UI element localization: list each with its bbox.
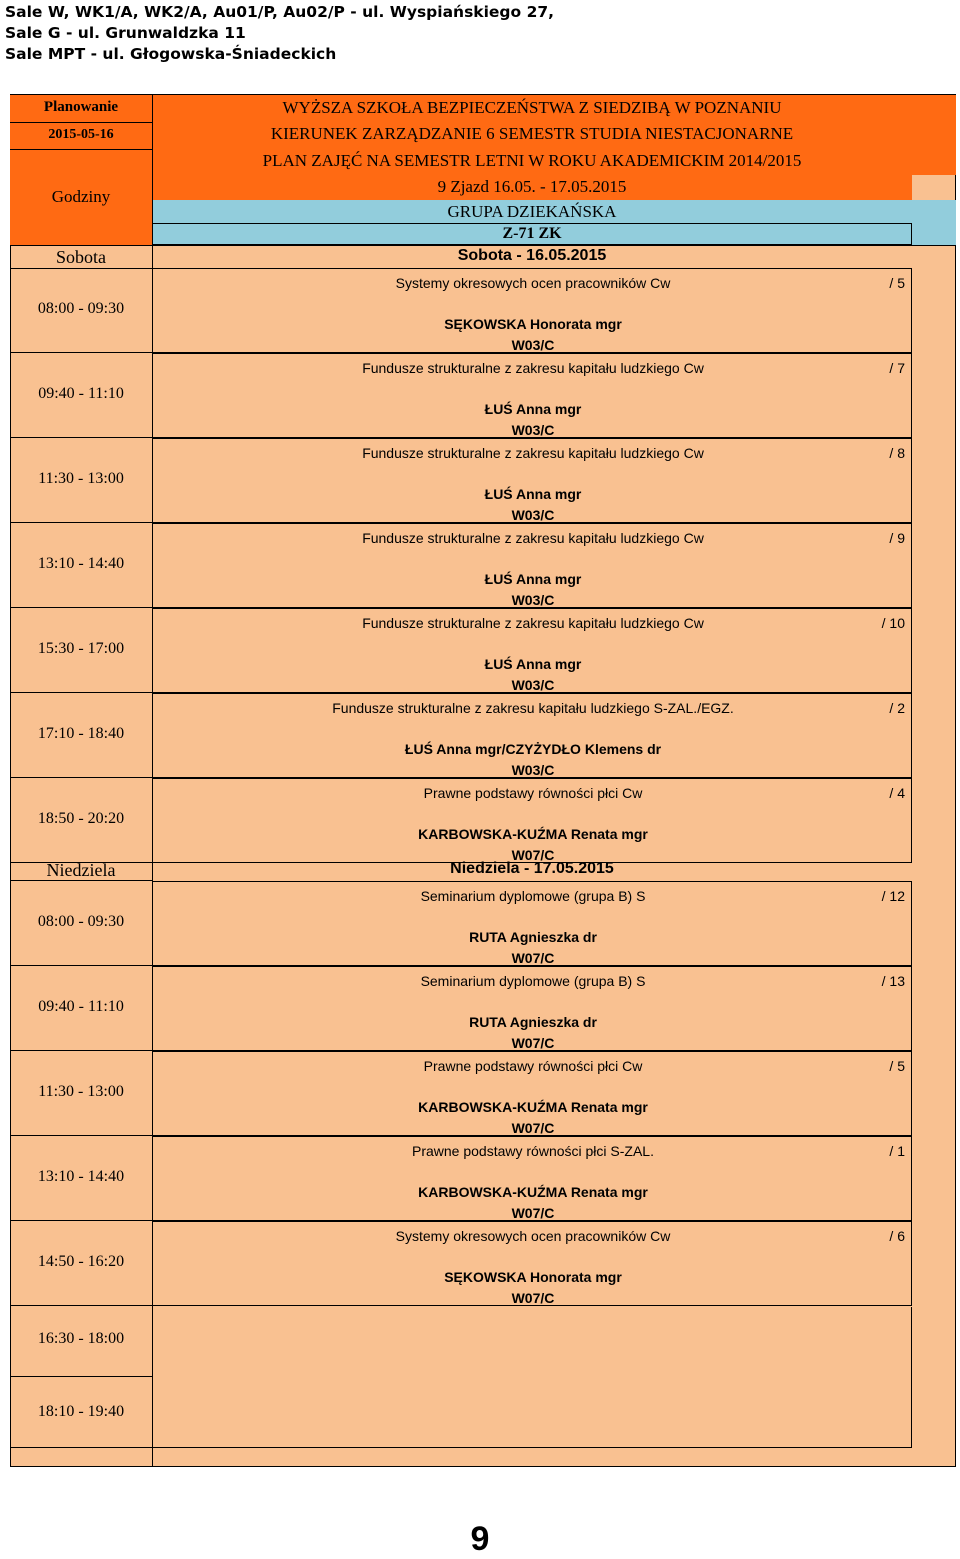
time-slot: 09:40 - 11:10 <box>38 998 124 1015</box>
subject: Fundusze strukturalne z zakresu kapitału ludzkiego Cw <box>362 530 704 546</box>
saturday-title: Sobota - 16.05.2015 <box>457 247 607 264</box>
class-slot <box>152 608 912 693</box>
plan-title: PLAN ZAJĘĆ NA SEMESTR LETNI W ROKU AKADEMICKIM 2014/2015 <box>262 151 802 170</box>
group-code: Z-71 ZK <box>502 225 562 242</box>
class-slot <box>152 693 912 778</box>
subject: Fundusze strukturalne z zakresu kapitału ludzkiego Cw <box>362 360 704 376</box>
meeting-number: / 9 <box>889 530 905 546</box>
class-slot <box>152 778 912 863</box>
room: W07/C <box>511 1035 555 1051</box>
subject: Fundusze strukturalne z zakresu kapitału ludzkiego S-ZAL./EGZ. <box>332 700 734 716</box>
subject: Prawne podstawy równości płci S-ZAL. <box>412 1143 654 1159</box>
teacher: KARBOWSKA-KUŹMA Renata mgr <box>418 1099 648 1115</box>
time-slot: 11:30 - 13:00 <box>38 1083 124 1100</box>
room: W07/C <box>511 950 555 966</box>
time-slot: 17:10 - 18:40 <box>37 725 125 742</box>
room: W03/C <box>511 762 555 778</box>
room-locations <box>5 2 554 65</box>
meeting-number: / 2 <box>889 700 905 716</box>
godziny-label: Godziny <box>51 187 111 206</box>
class-slot <box>152 1051 912 1136</box>
class-slot <box>152 1221 912 1306</box>
time-slot: 14:50 - 16:20 <box>37 1253 125 1270</box>
room: W07/C <box>511 1120 555 1136</box>
meeting-number: / 5 <box>889 1058 905 1074</box>
teacher: ŁUŚ Anna mgr <box>484 486 582 502</box>
subject: Systemy okresowych ocen pracowników Cw <box>395 1228 671 1244</box>
sunday-label: Niedziela <box>46 860 116 880</box>
subject: Fundusze strukturalne z zakresu kapitału ludzkiego Cw <box>362 445 704 461</box>
class-slot <box>152 268 912 353</box>
room: W03/C <box>511 507 555 523</box>
room: W03/C <box>511 592 555 608</box>
class-slot <box>152 523 912 608</box>
teacher: RUTA Agnieszka dr <box>469 929 597 945</box>
empty-evening-cell <box>152 1307 912 1448</box>
time-slot: 13:10 - 14:40 <box>37 555 125 572</box>
teacher: ŁUŚ Anna mgr <box>484 401 582 417</box>
meeting-number: / 5 <box>889 275 905 291</box>
room-line: Sale W, WK1/A, WK2/A, Au01/P, Au02/P - ul. Wyspiańskiego 27, <box>5 3 555 21</box>
time-slot: 13:10 - 14:40 <box>37 1168 125 1185</box>
room: W03/C <box>511 677 555 693</box>
room-line: Sale G - ul. Grunwaldzka 11 <box>5 24 246 42</box>
meeting-number: / 1 <box>889 1143 905 1159</box>
time-slot: 08:00 - 09:30 <box>37 913 125 930</box>
room: W03/C <box>511 337 555 353</box>
room: W07/C <box>511 1205 555 1221</box>
time-slot: 15:30 - 17:00 <box>37 640 125 657</box>
teacher: KARBOWSKA-KUŹMA Renata mgr <box>418 1184 648 1200</box>
plan-date: 2015-05-16 <box>48 127 114 142</box>
subject: Fundusze strukturalne z zakresu kapitału ludzkiego Cw <box>362 615 704 631</box>
teacher: ŁUŚ Anna mgr <box>484 571 582 587</box>
subject: Seminarium dyplomowe (grupa B) S <box>420 973 646 989</box>
saturday-label: Sobota <box>55 247 106 267</box>
class-slot <box>152 353 912 438</box>
school-name: WYŻSZA SZKOŁA BEZPIECZEŃSTWA Z SIEDZIBĄ W POZNANIU <box>282 98 782 117</box>
subject: Prawne podstawy równości płci Cw <box>423 785 643 801</box>
room-line: Sale MPT - ul. Głogowska-Śniadeckich <box>5 45 337 63</box>
meeting-number: / 13 <box>881 973 905 989</box>
room: W07/C <box>511 1290 555 1306</box>
sunday-title: Niedziela - 17.05.2015 <box>450 860 614 877</box>
kierunek-title: KIERUNEK ZARZĄDZANIE 6 SEMESTR STUDIA NIESTACJONARNE <box>270 124 794 143</box>
teacher: ŁUŚ Anna mgr/CZYŻYDŁO Klemens dr <box>404 741 662 757</box>
subject: Systemy okresowych ocen pracowników Cw <box>395 275 671 291</box>
subject: Seminarium dyplomowe (grupa B) S <box>420 888 646 904</box>
room: W03/C <box>511 422 555 438</box>
time-slot: 18:50 - 20:20 <box>37 810 125 827</box>
teacher: KARBOWSKA-KUŹMA Renata mgr <box>418 826 648 842</box>
class-slot <box>152 1136 912 1221</box>
class-slot <box>152 881 912 966</box>
subject: Prawne podstawy równości płci Cw <box>423 1058 643 1074</box>
time-slot: 16:30 - 18:00 <box>37 1330 125 1347</box>
meeting-number: / 4 <box>889 785 905 801</box>
time-slot: 09:40 - 11:10 <box>38 385 124 402</box>
teacher: RUTA Agnieszka dr <box>469 1014 597 1030</box>
meeting-number: / 12 <box>881 888 905 904</box>
group-title: GRUPA DZIEKAŃSKA <box>447 202 617 221</box>
time-slot: 11:30 - 13:00 <box>38 470 124 487</box>
meeting-number: / 10 <box>881 615 905 631</box>
teacher: ŁUŚ Anna mgr <box>484 656 582 672</box>
time-slot: 08:00 - 09:30 <box>37 300 125 317</box>
meeting-number: / 8 <box>889 445 905 461</box>
meeting-number: / 6 <box>889 1228 905 1244</box>
meeting-number: / 7 <box>889 360 905 376</box>
class-slot <box>152 966 912 1051</box>
teacher: SĘKOWSKA Honorata mgr <box>444 1269 622 1285</box>
class-slot <box>152 438 912 523</box>
planowanie-label: Planowanie <box>43 99 119 115</box>
page-number: 9 <box>470 1520 490 1558</box>
teacher: SĘKOWSKA Honorata mgr <box>444 316 622 332</box>
time-slot: 18:10 - 19:40 <box>37 1403 125 1420</box>
room: W07/C <box>511 847 555 863</box>
group-band-right <box>912 223 956 245</box>
zjazd-title: 9 Zjazd 16.05. - 17.05.2015 <box>437 177 627 196</box>
